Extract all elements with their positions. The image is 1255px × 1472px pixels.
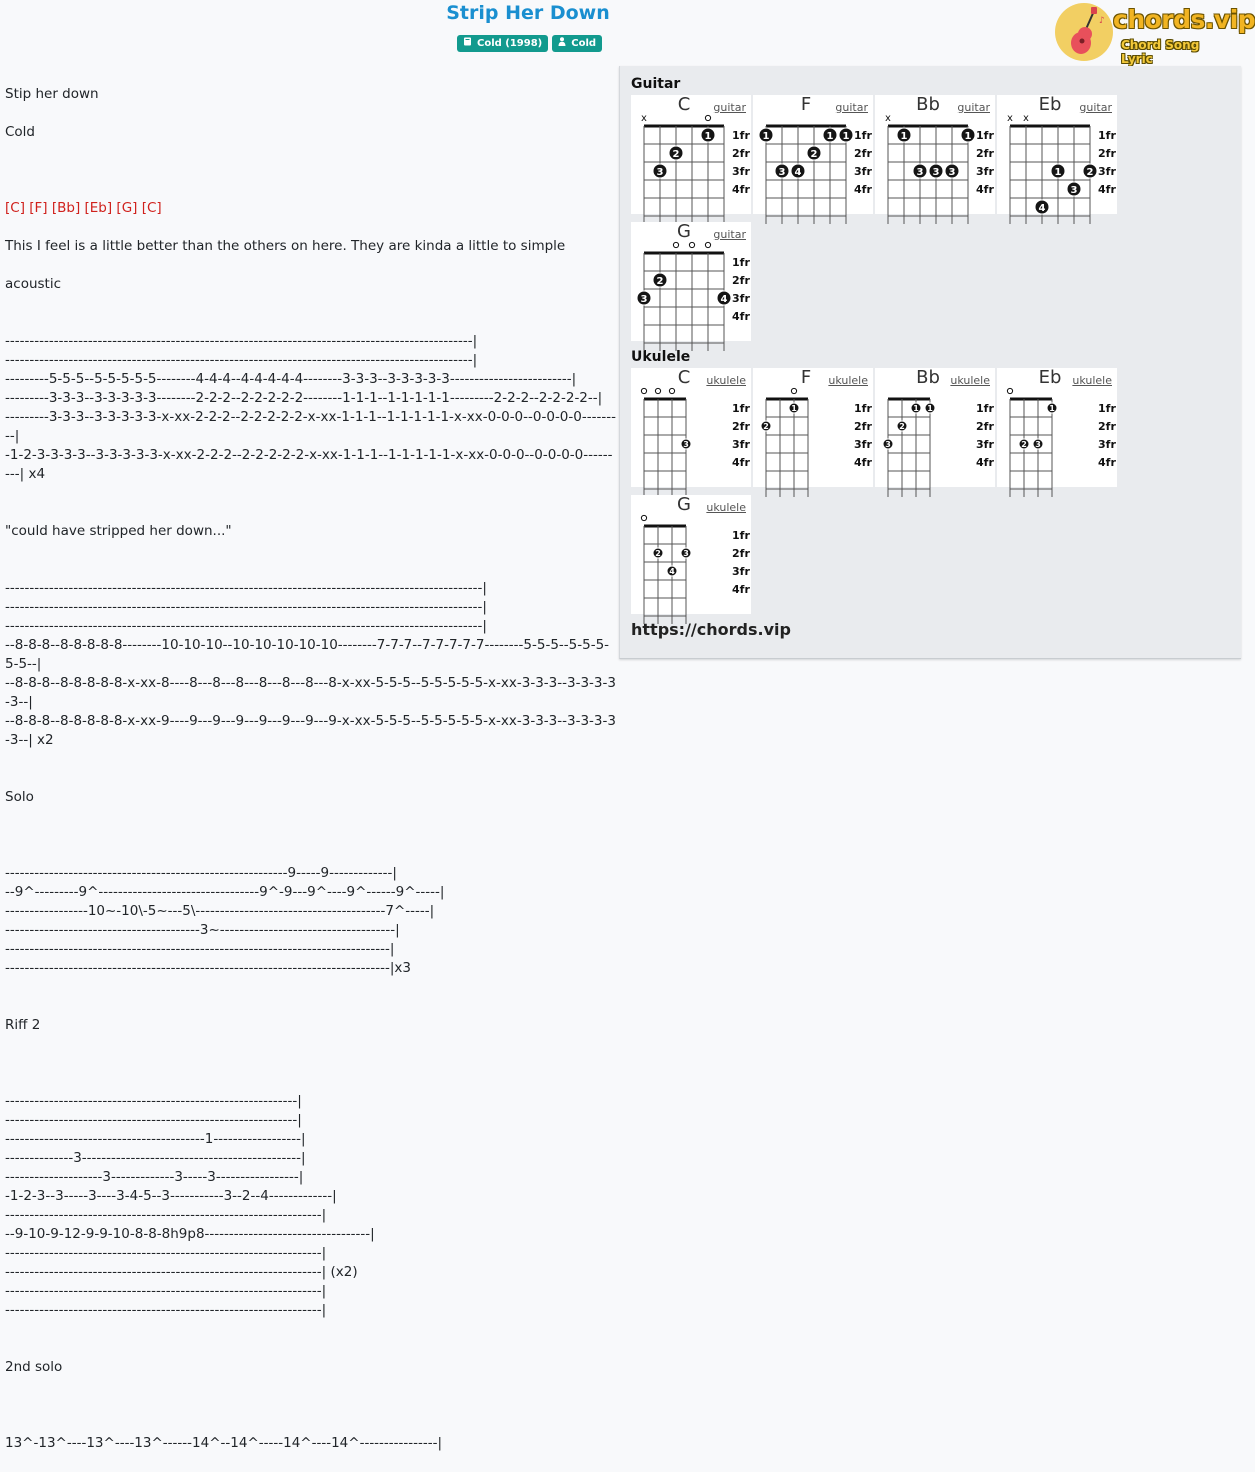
song-line-artist: Cold [5, 124, 36, 140]
open-string-marker [669, 388, 674, 393]
finger-number: 4 [720, 294, 728, 305]
chord-name: Bb [916, 94, 940, 115]
fret-label: 3fr [732, 565, 750, 578]
fret-label: 3fr [854, 438, 872, 451]
ukulele-section-label: Ukulele [631, 349, 691, 365]
finger-number: 4 [669, 567, 675, 576]
person-icon [558, 37, 566, 50]
guitar-chord-card-eb[interactable] [997, 95, 1117, 214]
fret-label: 1fr [976, 402, 994, 415]
fret-label: 2fr [976, 420, 994, 433]
chord-instrument-link[interactable]: ukulele [1072, 374, 1112, 387]
fret-label: 3fr [732, 438, 750, 451]
fret-label: 4fr [854, 456, 872, 469]
chord-instrument-link[interactable]: guitar [957, 101, 990, 114]
open-string-marker [641, 388, 646, 393]
ukulele-chord-card-g[interactable] [631, 495, 751, 614]
finger-number: 1 [1049, 404, 1055, 413]
finger-number: 1 [826, 131, 834, 142]
logo-brand: chords.vip [1113, 5, 1255, 34]
fret-label: 2fr [854, 420, 872, 433]
muted-string-marker: x [1007, 113, 1013, 124]
chord-instrument-link[interactable]: ukulele [950, 374, 990, 387]
song-sheet [5, 66, 617, 1472]
finger-number: 1 [762, 131, 770, 142]
fret-label: 1fr [1098, 402, 1116, 415]
chord-instrument-link[interactable]: ukulele [706, 374, 746, 387]
ukulele-chord-card-c[interactable] [631, 368, 751, 487]
finger-number: 2 [763, 422, 769, 431]
fret-label: 2fr [732, 147, 750, 160]
open-string-marker [791, 388, 796, 393]
artist-badge[interactable] [552, 35, 602, 52]
chord-name: Bb [916, 367, 940, 388]
fret-label: 4fr [976, 456, 994, 469]
guitar-chord-card-f[interactable] [753, 95, 873, 214]
svg-text:♪: ♪ [1099, 16, 1105, 26]
finger-number: 2 [1086, 167, 1094, 178]
fret-label: 1fr [732, 256, 750, 269]
guitar-chord-card-bb[interactable] [875, 95, 995, 214]
finger-number: 2 [1021, 440, 1027, 449]
book-icon [463, 37, 472, 50]
finger-number: 1 [964, 131, 972, 142]
fret-label: 2fr [1098, 420, 1116, 433]
finger-number: 1 [704, 131, 712, 142]
chords-panel [619, 66, 1241, 659]
finger-number: 2 [810, 149, 818, 160]
finger-number: 1 [1054, 167, 1062, 178]
fret-label: 4fr [854, 183, 872, 196]
chord-instrument-link[interactable]: guitar [713, 228, 746, 241]
fret-label: 1fr [976, 129, 994, 142]
chord-instrument-link[interactable]: guitar [835, 101, 868, 114]
finger-number: 1 [913, 404, 919, 413]
chord-name: G [677, 221, 691, 242]
song-body: This I feel is a little better than the others on here. They are kinda a little to simple acoustic ------------------------------------------------------------------------------------------------| ------------------------------------------------------------------------------------------------| ---------5-5-5--5-5-5-5-5--------4-4-4--4-4-4-4-4--------3-3-3--3-3-3-3-3-------------------------| ---------3-3-3--3-3-3-3-3--------2-2-2--2-2-2-2-2--------1-1-1--1-1-1-1-1---------2-2-2--2-2-2-2--| ---------3-3-3--3-3-3-3-3-x-xx-2-2-2--2-2-2-2-2-x-xx-1-1-1--1-1-1-1-1-x-xx-0-0-0--0-0-0-0---------| -1-2-3-3-3-3--3-3-3-3-3-x-xx-2-2-2--2-2-2-2-2-x-xx-1-1-1--1-1-1-1-1-x-xx-0-0-0--0-0-0-0---------| x4 "could have stripped her down..." --------------------------------------------------------------------------------------------------| --------------------------------------------------------------------------------------------------| --------------------------------------------------------------------------------------------------| --8-8-8--8-8-8-8-8--------10-10-10--10-10-10-10-10--------7-7-7--7-7-7-7-7--------5-5-5--5-5-5-5-5--| --8-8-8--8-8-8-8-8-x-xx-8----8---8---8---8---8---8---8-x-xx-5-5-5--5-5-5-5-5-x-xx-3-3-3--3-3-3-3-3--| --8-8-8--8-8-8-8-8-x-xx-9----9---9---9---9---9---9---9-x-xx-5-5-5--5-5-5-5-5-x-xx-3-3-3--3-3-3-3-3--| x2 Solo ----------------------------------------------------------9-----9-------------| --9^---------9^---------------------------------9^-9---9^----9^------9^-----| -----------------10~-10\-5~---5\---------------------------------------7^-----| ----------------------------------------3~------------------------------------| -------------------------------------------------------------------------------| -------------------------------------------------------------------------------|x3 Riff 2 ------------------------------------------------------------| ------------------------------------------------------------| -----------------------------------------1------------------| --------------3---------------------------------------------| --------------------3-------------3-----3-----------------| -1-2-3--3-----3----3-4-5--3-----------3--2--4-------------| -----------------------------------------------------------------| --9-10-9-12-9-9-10-8-8-8h9p8----------------------------------| -----------------------------------------------------------------| -----------------------------------------------------------------| (x2) -----------------------------------------------------------------| -----------------------------------------------------------------| 2nd solo 13^-13^----13^----13^------14^--14^-----14^----14^----------------| [5, 238, 616, 1451]
finger-number: 3 [683, 440, 689, 449]
open-string-marker [641, 515, 646, 520]
finger-number: 2 [899, 422, 905, 431]
fret-label: 2fr [854, 147, 872, 160]
chord-name: G [677, 494, 691, 515]
fret-label: 4fr [1098, 456, 1116, 469]
fret-label: 1fr [1098, 129, 1116, 142]
chord-name: F [800, 367, 812, 388]
muted-string-marker: x [1023, 113, 1029, 124]
ukulele-chord-card-f[interactable] [753, 368, 873, 487]
finger-number: 3 [932, 167, 940, 178]
guitar-section-label: Guitar [631, 76, 681, 92]
fret-label: 3fr [732, 165, 750, 178]
logo-tagline: Chord Song Lyric [1121, 38, 1200, 66]
chord-name: F [800, 94, 812, 115]
finger-number: 3 [778, 167, 786, 178]
ukulele-chord-card-eb[interactable] [997, 368, 1117, 487]
open-string-marker [673, 242, 678, 247]
fret-label: 4fr [732, 310, 750, 323]
chord-instrument-link[interactable]: ukulele [706, 501, 746, 514]
fret-label: 4fr [732, 456, 750, 469]
album-badge[interactable] [457, 35, 548, 52]
finger-number: 3 [885, 440, 891, 449]
fret-label: 2fr [976, 147, 994, 160]
chord-name: Eb [1038, 94, 1062, 115]
open-string-marker [689, 242, 694, 247]
fret-label: 1fr [854, 129, 872, 142]
artist-badge-label: Cold [571, 38, 597, 49]
fret-label: 2fr [1098, 147, 1116, 160]
song-badges [457, 35, 602, 52]
fret-label: 3fr [732, 292, 750, 305]
chord-instrument-link[interactable]: guitar [713, 101, 746, 114]
song-line-title: Stip her down [5, 86, 99, 102]
open-string-marker [705, 242, 710, 247]
logo-badge [1055, 3, 1113, 61]
fret-label: 3fr [976, 165, 994, 178]
site-url[interactable]: https://chords.vip [631, 620, 791, 639]
finger-number: 3 [916, 167, 924, 178]
open-string-marker [655, 388, 660, 393]
fret-label: 1fr [854, 402, 872, 415]
chord-name: C [677, 94, 691, 115]
finger-number: 3 [948, 167, 956, 178]
open-string-marker [705, 115, 710, 120]
guitar-chord-card-g[interactable] [631, 222, 751, 341]
finger-number: 2 [655, 549, 661, 558]
fret-label: 2fr [732, 274, 750, 287]
fret-label: 3fr [976, 438, 994, 451]
fret-label: 4fr [732, 183, 750, 196]
finger-number: 4 [794, 167, 802, 178]
chord-name: C [677, 367, 691, 388]
finger-number: 1 [927, 404, 933, 413]
open-string-marker [1007, 388, 1012, 393]
muted-string-marker: x [641, 113, 647, 124]
fret-label: 3fr [854, 165, 872, 178]
fret-label: 1fr [732, 529, 750, 542]
finger-number: 2 [672, 149, 680, 160]
chord-instrument-link[interactable]: guitar [1079, 101, 1112, 114]
album-badge-label: Cold (1998) [477, 38, 543, 49]
guitar-chord-card-c[interactable] [631, 95, 751, 214]
fret-label: 1fr [732, 129, 750, 142]
finger-number: 3 [656, 167, 664, 178]
fret-label: 4fr [732, 583, 750, 596]
fret-label: 3fr [1098, 165, 1116, 178]
fret-label: 2fr [732, 420, 750, 433]
ukulele-chord-card-bb[interactable] [875, 368, 995, 487]
fret-label: 4fr [1098, 183, 1116, 196]
fret-label: 2fr [732, 547, 750, 560]
guitar-icon [1055, 3, 1113, 61]
site-logo[interactable] [1054, 3, 1255, 66]
fret-label: 3fr [1098, 438, 1116, 451]
muted-string-marker: x [885, 113, 891, 124]
song-title: Strip Her Down [446, 2, 610, 24]
finger-number: 2 [656, 276, 664, 287]
finger-number: 3 [1035, 440, 1041, 449]
finger-number: 3 [1070, 185, 1078, 196]
chord-name: Eb [1038, 367, 1062, 388]
finger-number: 1 [842, 131, 850, 142]
finger-number: 3 [683, 549, 689, 558]
chord-sequence[interactable]: [C] [F] [Bb] [Eb] [G] [C] [5, 200, 162, 216]
finger-number: 4 [1038, 203, 1046, 214]
finger-number: 1 [791, 404, 797, 413]
fret-label: 4fr [976, 183, 994, 196]
chord-instrument-link[interactable]: ukulele [828, 374, 868, 387]
finger-number: 1 [900, 131, 908, 142]
fret-label: 1fr [732, 402, 750, 415]
finger-number: 3 [640, 294, 648, 305]
